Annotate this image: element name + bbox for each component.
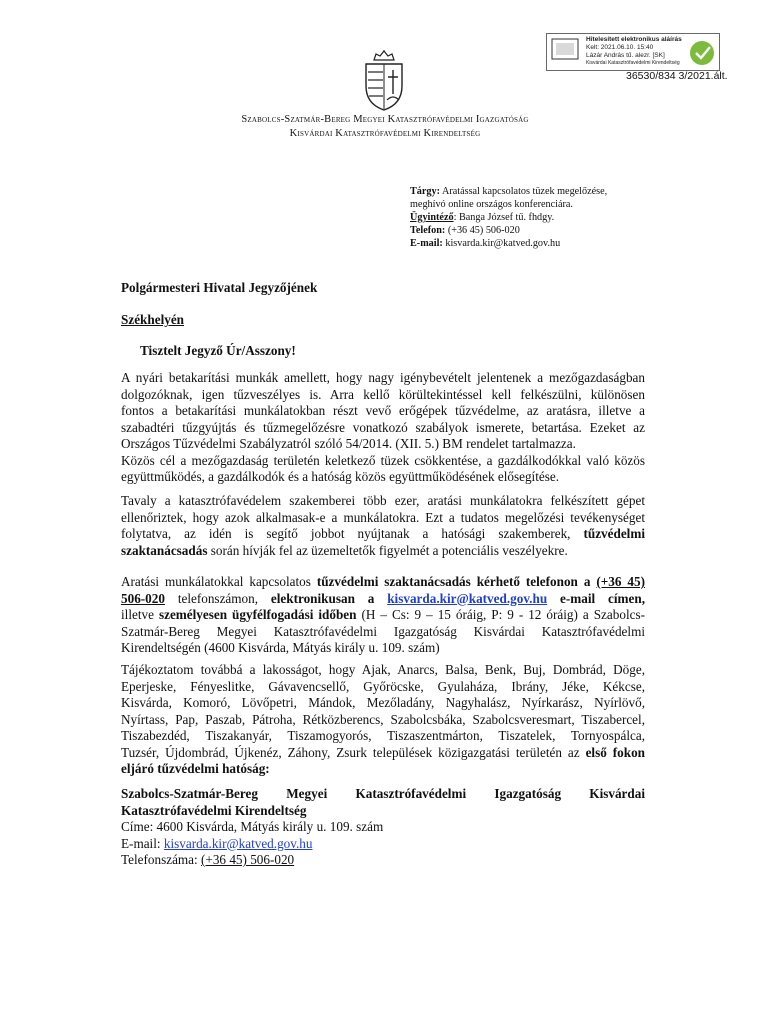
p1-line: A nyári betakarítási munkák amellett, hogy nagy igénybevételt jelentenek a mezőgazdaságban (121, 370, 645, 385)
agency-name-line-2 (0, 128, 770, 139)
p3-bold: személyesen ügyfélfogadási időben (158, 607, 357, 622)
p4-bold: első fokon (585, 744, 645, 760)
recipient-seat: Székhelyén (121, 312, 185, 327)
p2-bold: tűzvédelmi (583, 526, 645, 541)
p3-line: Szatmár-Bereg Megyei Katasztrófavédelmi Igazgatóság Kisvárdai Katasztrófavédelmi (121, 623, 645, 639)
p3-line: Kirendeltségén (4600 Kisvárda, Mátyás király u. 109. szám) (121, 640, 440, 655)
p4-line: Nyírtass, Pap, Paszab, Pátroha, Rétközberencs, Szabolcsbáka, Szabolcsveresmart, Tiszabercel, (121, 711, 645, 727)
contact-name-1 (121, 786, 645, 803)
agency-name-1: Szabolcs-Szatmár-Bereg Megyei Katasztrófavédelmi Igazgatóság (241, 114, 529, 125)
p1-line: szabadtéri tűzgyújtás és tűzmegelőzésre vonatkozó szabályok ismerete, betartása. Ezeket az (121, 419, 645, 435)
p3-line (121, 607, 645, 624)
p2-line (121, 526, 645, 543)
paragraph-4 (121, 662, 645, 778)
targy-value-2: meghívó online országos konferenciára. (410, 199, 573, 210)
p4-line (121, 745, 645, 762)
p4-line: Kisvárda, Komoró, Lövőpetri, Mándok, Mezőladány, Nagyhalász, Nyírkarász, Nyírlövő, (121, 695, 645, 710)
reference-number: 36530/834 3/2021.ált. (626, 70, 728, 82)
p4-bold: eljáró tűzvédelmi hatóság: (121, 761, 270, 776)
p1-line: Országos Tűzvédelmi Szabályzatról szóló 54/2014. (XII. 5.) BM rendelet tartalmazza. (121, 436, 576, 451)
p1-line: dolgozóknak, igen tűzveszélyes is. Arra kellő körültekintéssel kell felkészülni, különösen (121, 386, 645, 402)
contact-email-link[interactable]: kisvarda.kir@katved.gov.hu (163, 835, 313, 851)
p1-line: együttműködés, a gazdálkodók és a hatóság közös együttműködésének elősegítése. (121, 469, 560, 484)
p3-bold: tűzvédelmi szaktanácsadás kérhető telefonon a (316, 574, 597, 589)
targy-label: Tárgy: (410, 186, 440, 197)
email-link[interactable]: kisvarda.kir@katved.gov.hu (387, 590, 548, 606)
targy-value: Aratással kapcsolatos tüzek megelőzése, (440, 186, 608, 197)
coat-of-arms-icon (362, 50, 406, 112)
p2-line: ellenőriztek, hogy azok alkalmasak-e a munkálatokra. Ezt a tudatos megelőzési tevékenységet (121, 509, 645, 525)
contact-block (121, 786, 645, 869)
contact-phone-line (121, 852, 645, 869)
p1-line: Közös cél a mezőgazdaság területén keletkező tüzek csökkentése, a gazdálkodókkal való közös (121, 452, 645, 468)
stamp-line-3: Lázár András tű. alezr. [SK] (586, 52, 665, 59)
salutation: Tisztelt Jegyző Úr/Asszony! (140, 343, 296, 358)
telefon-label: Telefon: (410, 225, 446, 236)
p4-text: Tuzsér, Újdombrád, Újkenéz, Záhony, Zsurk települések közigazgatási területén az (121, 744, 586, 760)
agency-name-2: Kisvárdai Katasztrófavédelmi Kirendeltség (289, 128, 481, 139)
paragraph-3 (121, 574, 645, 657)
contact-phone: (+36 45) 506-020 (201, 852, 295, 867)
agency-name-line-1 (0, 114, 770, 125)
stamp-line-2: Kelt: 2021.06.10. 15:40 (586, 44, 654, 51)
p3-bold: e-mail címen, (547, 590, 645, 606)
phone-number-cont: 506-020 (121, 590, 165, 606)
p2-text: folytatva, az idén is segítő jobbot nyújtanak a hatósági szakemberek, (121, 526, 584, 541)
contact-name-2 (121, 803, 645, 820)
paragraph-2 (121, 493, 645, 559)
p1-line: fontos a betakarítási munkálatokban részt vevő erőgépek tűzvédelme, az aratásra, illetve a (121, 403, 645, 418)
contact-email-line (121, 836, 645, 853)
contact-phone-label: Telefonszáma: (121, 852, 201, 867)
contact-email-label: E-mail: (121, 835, 164, 851)
ugyintezo-label: Ügyintéző (410, 212, 454, 223)
stamp-line-4: Kisvárdai Katasztrófavédelmi Kirendeltség (586, 60, 680, 66)
p2-line (121, 543, 645, 560)
email-label: E-mail: (410, 238, 443, 249)
p4-line (121, 761, 645, 778)
contact-address: Címe: 4600 Kisvárda, Mátyás király u. 109. szám (121, 819, 384, 834)
p3-text: telefonszámon, (164, 590, 271, 606)
p3-text: Aratási munkálatokkal kapcsolatos (121, 574, 317, 589)
email-value: kisvarda.kir@katved.gov.hu (442, 238, 561, 249)
p3-text: illetve (121, 607, 159, 622)
telefon-value: (+36 45) 506-020 (445, 225, 520, 236)
phone-number: (+36 45) (596, 574, 645, 589)
p4-line: Eperjeske, Fényeslitke, Gávavencsellő, Győröcske, Gyulaháza, Ibrány, Jéke, Kékcse, (121, 678, 645, 694)
contact-name: Katasztrófavédelmi Kirendeltség (121, 802, 307, 818)
subject-block (410, 185, 650, 250)
p3-bold: elektronikusan a (270, 590, 388, 606)
p3-line (121, 591, 645, 608)
p4-line: Tájékoztatom továbbá a lakosságot, hogy Ajak, Anarcs, Balsa, Benk, Buj, Dombrád, Döge, (121, 662, 645, 677)
stamp-line-1: Hitelesített elektronikus aláírás (586, 36, 682, 43)
p2-line: Tavaly a katasztrófavédelem szakemberei több ezer, aratási munkálatokra felkészített gépet (121, 493, 645, 508)
p3-line (121, 574, 645, 591)
e-signature-stamp (546, 33, 720, 71)
paragraph-1 (121, 370, 645, 486)
p3-text: (H – Cs: 9 – 15 óráig, P: 9 - 12 óráig) a Szabolcs- (356, 607, 645, 622)
contact-name: Szabolcs-Szatmár-Bereg Megyei Katasztrófavédelmi Igazgatóság Kisvárdai (121, 786, 645, 801)
p2-text: során hívják fel az üzemeltetők figyelmét a potenciális veszélyekre. (207, 542, 568, 558)
ugyintezo-value: : Banga József tű. fhdgy. (453, 212, 555, 223)
recipient-line: Polgármesteri Hivatal Jegyzőjének (121, 280, 318, 295)
p4-line: Tiszabezdéd, Tiszakanyár, Tiszamogyorós, Tiszaszentmárton, Tiszatelek, Tornyospálca, (121, 728, 645, 743)
p2-bold: szaktanácsadás (121, 542, 208, 558)
